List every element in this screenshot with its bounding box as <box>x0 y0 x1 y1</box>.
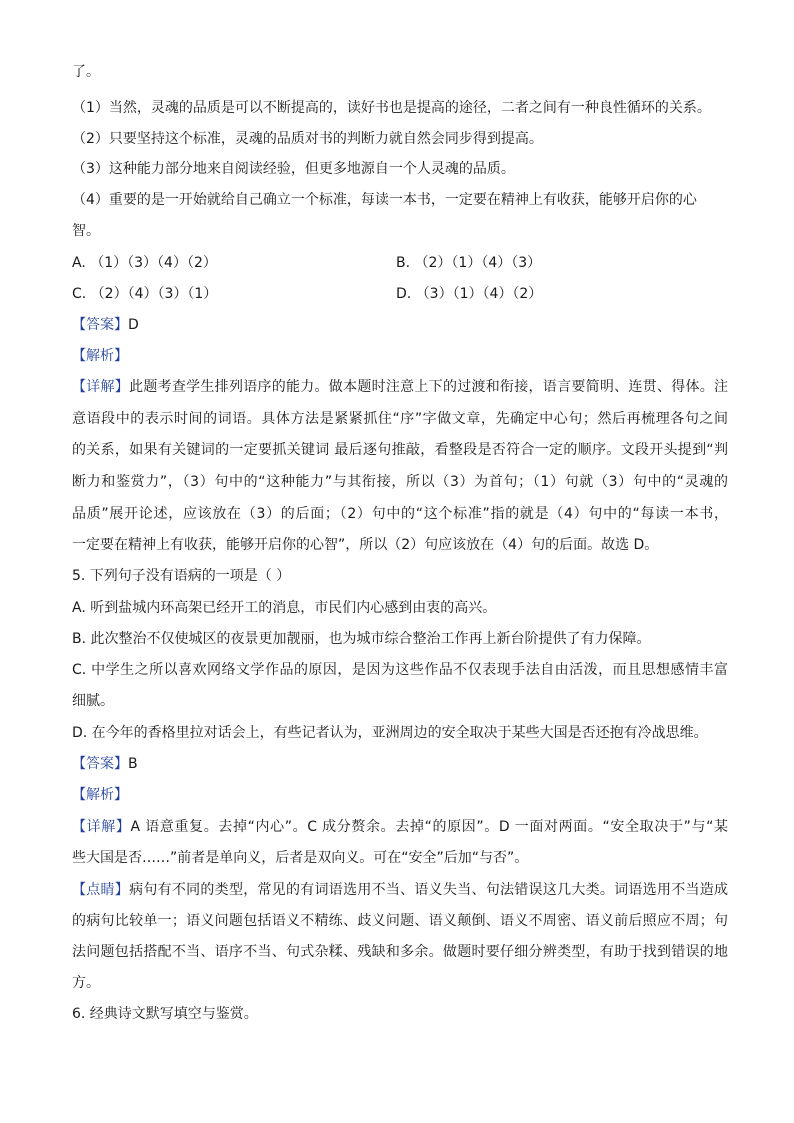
q4-option-c: C. （2）（4）（3）（1） <box>72 286 218 302</box>
q5-option-c-line-1: C. 中学生之所以喜欢网络文学作品的原因，是因为这些作品不仅表现手法自由活泼，而且思想感情丰富 <box>72 662 728 678</box>
q5-answer <box>72 754 138 774</box>
q4-analysis-label <box>72 346 128 366</box>
q4-detail-line-1 <box>72 377 728 397</box>
q5-analysis-label <box>72 785 128 805</box>
q4-detail-line-2: 意语段中的表示时间的词语。具体方法是紧紧抓住“序”字做文章，先确定中心句；然后再梳理各句之间 <box>72 411 728 427</box>
q4-sentence-4b: 智。 <box>72 223 100 239</box>
q5-detail-line-2: 些大国是否……”前者是单向义，后者是双向义。可在“安全”后加“与否”。 <box>72 850 529 866</box>
detail-label: 【详解】 <box>72 819 131 835</box>
q5-tip-line-4: 方。 <box>72 975 100 991</box>
q4-option-b: B. （2）（1）（4）（3） <box>396 255 542 271</box>
q5-option-a: A. 听到盐城内环高架已经开工的消息，市民们内心感到由衷的高兴。 <box>72 600 497 616</box>
q4-detail-line-6: 一定要在精神上有收获，能够开启你的心智”，所以（2）句应该放在（4）句的后面。故选 D。 <box>72 537 659 553</box>
q4-option-a: A. （1）（3）（4）（2） <box>72 255 217 271</box>
detail-label: 【详解】 <box>72 379 130 395</box>
answer-label: 【答案】 <box>72 317 128 333</box>
q4-sentence-2: （2）只要坚持这个标准，灵魂的品质对书的判断力就自然会同步得到提高。 <box>72 131 543 147</box>
q5-option-c-line-2: 细腻。 <box>72 693 114 709</box>
q4-sentence-4a: （4）重要的是一开始就给自己确立一个标准，每读一本书，一定要在精神上有收获，能够开启你的心 <box>72 192 697 208</box>
answer-value: B <box>128 756 138 772</box>
tip-label: 【点睛】 <box>72 882 130 898</box>
answer-label: 【答案】 <box>72 756 128 772</box>
q5-stem: 5. 下列句子没有语病的一项是（ ） <box>72 568 291 584</box>
q5-tip-line-2: 的病句比较单一；语义问题包括语义不精练、歧义问题、语义颠倒、语义不周密、语义前后照应不周；句 <box>72 913 728 929</box>
q4-detail-line-5: 品质”展开论述，应该放在（3）的后面；（2）句中的“这个标准”指的就是（4）句中的“每读一本书， <box>72 506 728 522</box>
q5-option-b: B. 此次整治不仅使城区的夜景更加靓丽，也为城市综合整治工作再上新台阶提供了有力保障。 <box>72 631 651 647</box>
q4-answer <box>72 315 139 335</box>
q4-sentence-1: （1）当然，灵魂的品质是可以不断提高的，读好书也是提高的途径，二者之间有一种良性循环的关系。 <box>72 100 711 116</box>
q5-option-d: D. 在今年的香格里拉对话会上，有些记者认为，亚洲周边的安全取决于某些大国是否还抱有冷战思维。 <box>72 725 708 741</box>
q4-line-cont: 了。 <box>72 64 100 80</box>
q4-option-d: D. （3）（1）（4）（2） <box>396 286 543 302</box>
q6-stem: 6. 经典诗文默写填空与鉴赏。 <box>72 1006 258 1022</box>
detail-text: 此题考查学生排列语序的能力。做本题时注意上下的过渡和衔接，语言要简明、连贯、得体。注 <box>129 379 729 395</box>
analysis-label: 【解析】 <box>72 787 128 803</box>
answer-value: D <box>128 317 139 333</box>
detail-text: A 语意重复。去掉“内心”。C 成分赘余。去掉“的原因”。D 一面对两面。“安全取决于”与“某 <box>130 819 728 835</box>
tip-text: 病句有不同的类型，常见的有词语选用不当、语义失当、句法错误这几大类。词语选用不当造成 <box>129 882 729 898</box>
q5-tip-line-1 <box>72 880 728 900</box>
q5-tip-line-3: 法问题包括搭配不当、语序不当、句式杂糅、残缺和多余。做题时要仔细分辨类型，有助于找到错误的地 <box>72 944 728 960</box>
q4-detail-line-3: 的关系，如果有关键词的一定要抓关键词 最后逐句推敲，看整段是否符合一定的顺序。文段开头提到“判 <box>72 442 728 458</box>
q5-detail-line-1 <box>72 817 728 837</box>
q4-detail-line-4: 断力和鉴赏力”，（3）句中的“这种能力”与其衔接，所以（3）为首句；（1）句就（3）句中的“灵魂的 <box>72 474 728 490</box>
q4-sentence-3: （3）这种能力部分地来自阅读经验，但更多地源自一个人灵魂的品质。 <box>72 161 515 177</box>
analysis-label: 【解析】 <box>72 348 128 364</box>
